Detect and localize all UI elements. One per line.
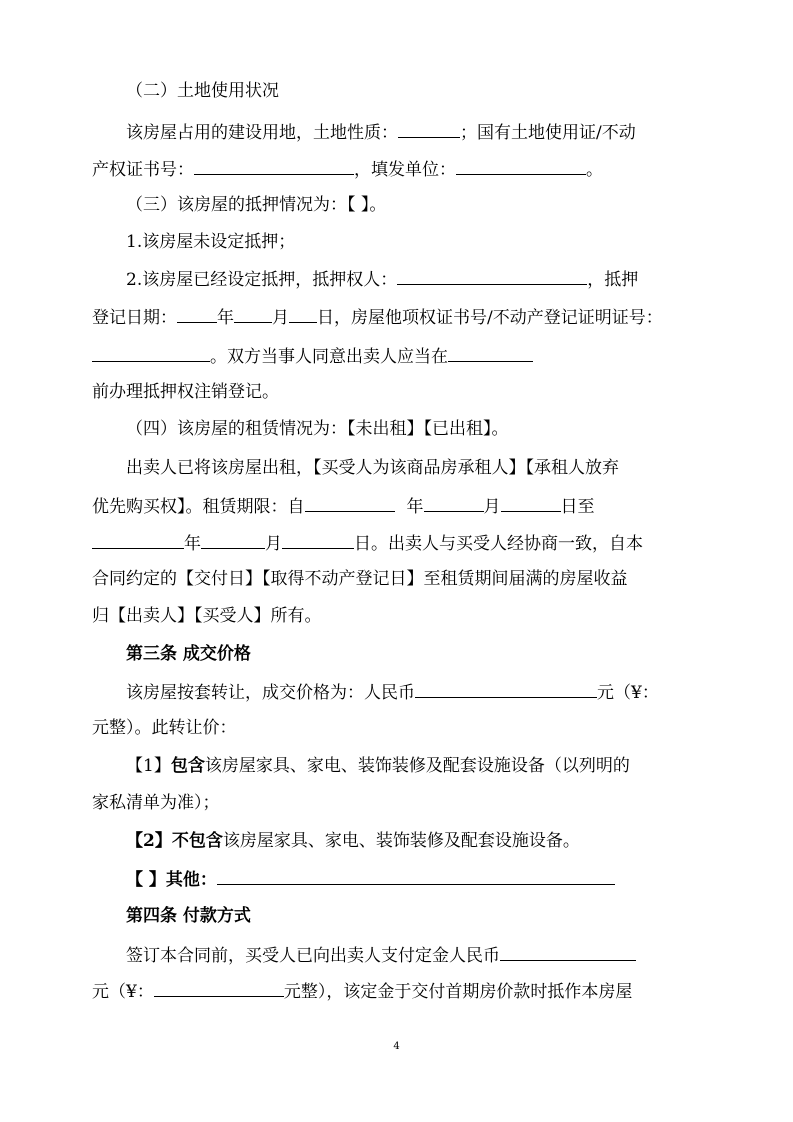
price-option-2: 【2】不包含该房屋家具、家电、装饰装修及配套设施设备。 [126, 831, 580, 851]
page-number: 4 [393, 1041, 400, 1052]
lease-line-1: 出卖人已将该房屋出租，【买受人为该商品房承租人】【承租人放弃 [126, 458, 619, 478]
section-lease-heading: （四）该房屋的租赁情况为：【未出租】【已出租】。 [126, 419, 509, 439]
land-nature-blank[interactable] [398, 120, 460, 138]
lease-end-line: 年 月 日。出卖人与买受人经协商一致，自本 [92, 531, 643, 555]
lease-start-year-blank[interactable] [305, 494, 395, 512]
other-blank[interactable] [217, 867, 615, 885]
mortgage-cert-blank[interactable] [92, 344, 210, 362]
mortgage-year-blank[interactable] [177, 305, 217, 323]
deposit-line: 签订本合同前，买受人已向出卖人支付定金人民币 [126, 943, 636, 967]
mortgage-option-2: 2.该房屋已经设定抵押，抵押权人： ，抵押 [126, 267, 638, 291]
lease-end-year-blank[interactable] [92, 531, 184, 549]
price-option-1-cont: 家私清单为准）； [92, 793, 220, 813]
price-line-2: 元整）。此转让价： [92, 718, 237, 738]
price-option-1: 【1】包含该房屋家具、家电、装饰装修及配套设施设备（以列明的 [126, 756, 630, 776]
discharge-deadline-blank[interactable] [448, 344, 533, 362]
deposit-line-2: 元（¥： 元整），该定金于交付首期房价款时抵作本房屋 [92, 979, 632, 1003]
section-mortgage-heading: （三）该房屋的抵押情况为：【 】。 [126, 195, 387, 215]
certificate-number-blank[interactable] [194, 157, 354, 175]
issuing-unit-blank[interactable] [456, 157, 586, 175]
price-amount-blank[interactable] [415, 680, 597, 698]
mortgage-discharge-line: 前办理抵押权注销登记。 [92, 382, 279, 402]
lease-end-day-blank[interactable] [282, 531, 354, 549]
price-line: 该房屋按套转让，成交价格为：人民币 元（¥： [126, 680, 659, 704]
article-3-title: 第三条 成交价格 [126, 644, 251, 664]
lease-term-line: 优先购买权】。租赁期限：自 年 月 日至 [92, 494, 595, 518]
mortgage-day-blank[interactable] [289, 305, 317, 323]
article-4-title: 第四条 付款方式 [126, 906, 251, 926]
mortgagee-blank[interactable] [397, 267, 587, 285]
mortgage-option-1: 1.该房屋未设定抵押； [126, 232, 296, 252]
land-nature-line: 该房屋占用的建设用地，土地性质： ；国有土地使用证/不动 [126, 120, 636, 144]
lease-end-month-blank[interactable] [201, 531, 265, 549]
lease-line-5: 归【出卖人】【买受人】所有。 [92, 606, 322, 626]
mortgage-cert-line: 。双方当事人同意出卖人应当在 [92, 344, 533, 368]
section-land-use-heading: （二）土地使用状况 [126, 81, 279, 101]
deposit-amount-blank[interactable] [500, 943, 636, 961]
certificate-line: 产权证书号： ，填发单位： 。 [92, 157, 603, 181]
mortgage-date-line: 登记日期： 年 月 日，房屋他项权证书号/不动产登记证明证号： [92, 305, 663, 329]
price-option-other: 【 】其他： [126, 867, 615, 891]
lease-start-month-blank[interactable] [424, 494, 484, 512]
lease-line-4: 合同约定的【交付日】【取得不动产登记日】至租赁期间届满的房屋收益 [92, 569, 628, 589]
lease-start-day-blank[interactable] [501, 494, 561, 512]
deposit-yuan-blank[interactable] [154, 979, 284, 997]
mortgage-month-blank[interactable] [234, 305, 272, 323]
